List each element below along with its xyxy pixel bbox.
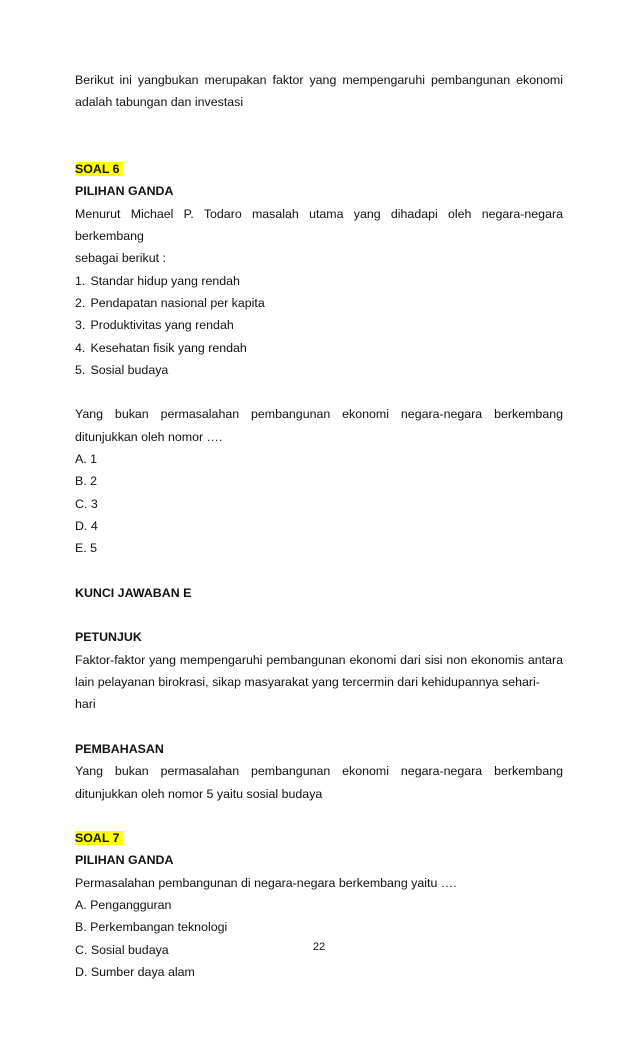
option-a: A. 1 [75,452,98,467]
soal-6-type: PILIHAN GANDA [75,184,174,199]
option-c: C. 3 [75,496,98,511]
list-item: 2. Pendapatan nasional per kapita [75,295,265,310]
option-b: B. 2 [75,474,98,489]
document-page [75,69,563,983]
hint-line-1: Faktor-faktor yang mempengaruhi pembangunan ekonomi dari sisi non ekonomis antara [75,652,563,667]
answer-key: KUNCI JAWABAN E [75,585,192,600]
discussion-line-2: ditunjukkan oleh nomor 5 yaitu sosial budaya [75,786,323,801]
list-item: 5. Sosial budaya [75,362,169,377]
soal-6-question-line-1: Yang bukan permasalahan pembangunan ekonomi negara-negara berkembang [75,407,563,422]
intro-line-2: adalah tabungan dan investasi [75,95,244,110]
hint-title: PETUNJUK [75,630,142,645]
list-item: 3. Produktivitas yang rendah [75,318,234,333]
option-c: C. Sosial budaya [75,942,169,957]
hint-line-2: lain pelayanan birokrasi, sikap masyarakat yang tercermin dari kehidupannya sehari- hari [75,675,540,712]
intro-line-1: Berikut ini yangbukan merupakan faktor yang mempengaruhi pembangunan ekonomi [75,73,563,87]
soal-7-label: SOAL 7 [75,831,123,845]
soal-6-question-line-2: ditunjukkan oleh nomor …. [75,429,223,444]
soal-6-list [75,270,563,381]
option-d: D. Sumber daya alam [75,964,195,979]
soal-7-stem: Permasalahan pembangunan di negara-negara berkembang yaitu …. [75,875,457,890]
option-d: D. 4 [75,518,98,533]
option-b: B. Perkembangan teknologi [75,920,228,935]
option-e: E. 5 [75,541,98,556]
list-item: 4. Kesehatan fisik yang rendah [75,340,247,355]
option-a: A. Pengangguran [75,897,172,912]
soal-6-stem-line-2: sebagai berikut : [75,251,166,266]
list-item: 1. Standar hidup yang rendah [75,273,240,288]
soal-6-stem-line-1: Menurut Michael P. Todaro masalah utama yang dihadapi oleh negara-negara berkembang [75,206,563,244]
discussion-title: PEMBAHASAN [75,741,164,756]
soal-6-label: SOAL 6 [75,162,123,176]
discussion-line-1: Yang bukan permasalahan pembangunan ekonomi negara-negara berkembang [75,764,563,779]
soal-7-type: PILIHAN GANDA [75,853,174,868]
page-number: 22 [312,941,326,953]
